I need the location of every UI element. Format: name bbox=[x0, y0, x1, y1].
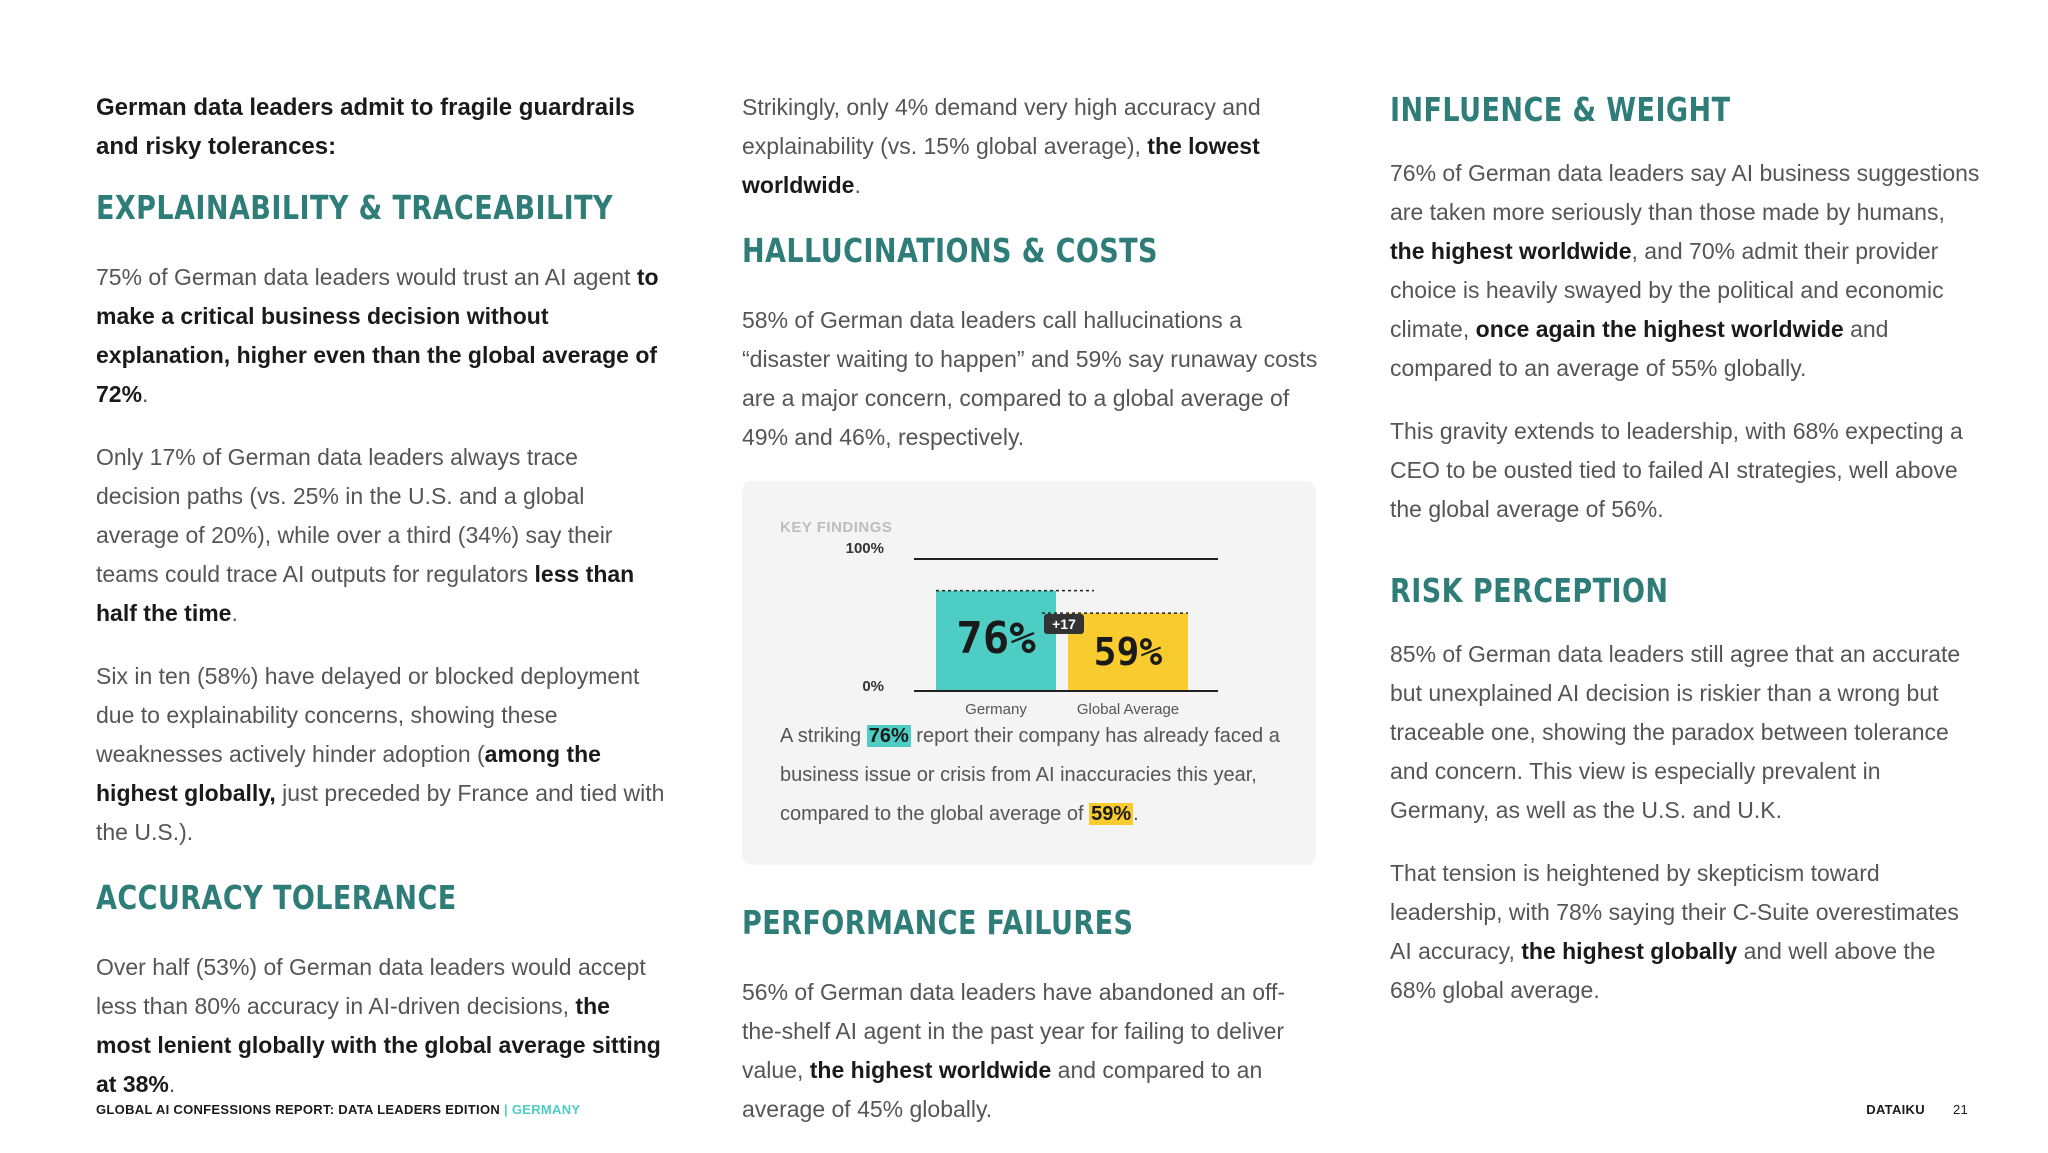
bar-value-germany: 76% bbox=[956, 613, 1036, 664]
y-tick-label-top: 100% bbox=[845, 540, 884, 557]
heading-explainability: EXPLAINABILITY & TRACEABILITY bbox=[96, 188, 613, 227]
y-tick-label-bottom: 0% bbox=[862, 678, 884, 695]
heading-hallucinations: HALLUCINATIONS & COSTS bbox=[742, 231, 1158, 270]
column-left bbox=[96, 88, 666, 1128]
footer-brand: DATAIKU 21 bbox=[1866, 1102, 1968, 1117]
heading-accuracy-tolerance: ACCURACY TOLERANCE bbox=[96, 878, 457, 917]
accuracy-paragraph-1: Over half (53%) of German data leaders would accept less than 80% accuracy in AI-driven decisions, the most lenient globally with the global average sitting at 38%. bbox=[96, 954, 661, 1097]
column-right bbox=[1390, 88, 1980, 1034]
heading-influence-weight: INFLUENCE & WEIGHT bbox=[1390, 90, 1731, 129]
influence-paragraph-1: 76% of German data leaders say AI business suggestions are taken more seriously than those made by humans, the highest worldwide, and 70% admit their provider choice is heavily swayed by the political and economic climate, once again the highest worldwide and compared to an average of 55% globally. bbox=[1390, 160, 1980, 381]
key-findings-caption: A striking 76% report their company has already faced a business issue or crisis from AI inaccuracies this year, compared to the global average of 59% . bbox=[780, 725, 1280, 825]
risk-paragraph-2: That tension is heightened by skepticism toward leadership, with 78% saying their C-Suite overestimates AI accuracy, the highest globally and well above the 68% global average. bbox=[1390, 860, 1959, 1003]
bar-value-global-average: 59% bbox=[1093, 630, 1163, 674]
intro-lead: German data leaders admit to fragile guardrails and risky tolerances: bbox=[96, 94, 635, 160]
difference-label: +17 bbox=[1052, 616, 1076, 632]
heading-risk-perception: RISK PERCEPTION bbox=[1390, 571, 1669, 610]
footer-report-title: GLOBAL AI CONFESSIONS REPORT: DATA LEADERS EDITION | GERMANY bbox=[96, 1102, 581, 1117]
hallucinations-paragraph: 58% of German data leaders call hallucinations a “disaster waiting to happen” and 59% say runaway costs are a major concern, compared to a global average of 49% and 46%, respectively. bbox=[742, 307, 1318, 450]
category-label-global-average: Global Average bbox=[1076, 701, 1180, 718]
key-findings-bar-chart bbox=[742, 481, 1316, 721]
explainability-paragraph-1: 75% of German data leaders would trust an AI agent to make a critical business decision without explanation, higher even than the global average of 72%. bbox=[96, 264, 659, 407]
category-label-germany: Germany bbox=[965, 701, 1027, 718]
key-findings-card bbox=[742, 481, 1316, 865]
influence-paragraph-2: This gravity extends to leadership, with 68% expecting a CEO to be ousted tied to failed AI strategies, well above the global average of 56%. bbox=[1390, 418, 1963, 522]
heading-performance-failures: PERFORMANCE FAILURES bbox=[742, 903, 1134, 942]
risk-paragraph-1: 85% of German data leaders still agree that an accurate but unexplained AI decision is riskier than a wrong but traceable one, showing the paradox between tolerance and concern. This view is especially prevalent in Germany, as well as the U.S. and U.K. bbox=[1390, 641, 1961, 823]
performance-paragraph: 56% of German data leaders have abandoned an off-the-shelf AI agent in the past year for failing to deliver value, the highest worldwide and compared to an average of 45% globally. bbox=[742, 979, 1286, 1122]
key-findings-label: KEY FINDINGS bbox=[780, 519, 893, 536]
column-middle bbox=[742, 88, 1322, 1153]
accuracy-intro-paragraph: Strikingly, only 4% demand very high accuracy and explainability (vs. 15% global average), the lowest worldwide. bbox=[742, 94, 1261, 198]
explainability-paragraph-2: Only 17% of German data leaders always trace decision paths (vs. 25% in the U.S. and a global average of 20%), while over a third (34%) say their teams could trace AI outputs for regulators less than half the time. bbox=[96, 444, 635, 626]
page-number: 21 bbox=[1952, 1102, 1968, 1117]
explainability-paragraph-3: Six in ten (58%) have delayed or blocked deployment due to explainability concerns, showing these weaknesses actively hinder adoption (among the highest globally, just preceded by France and tied with the U.S.). bbox=[96, 663, 665, 845]
